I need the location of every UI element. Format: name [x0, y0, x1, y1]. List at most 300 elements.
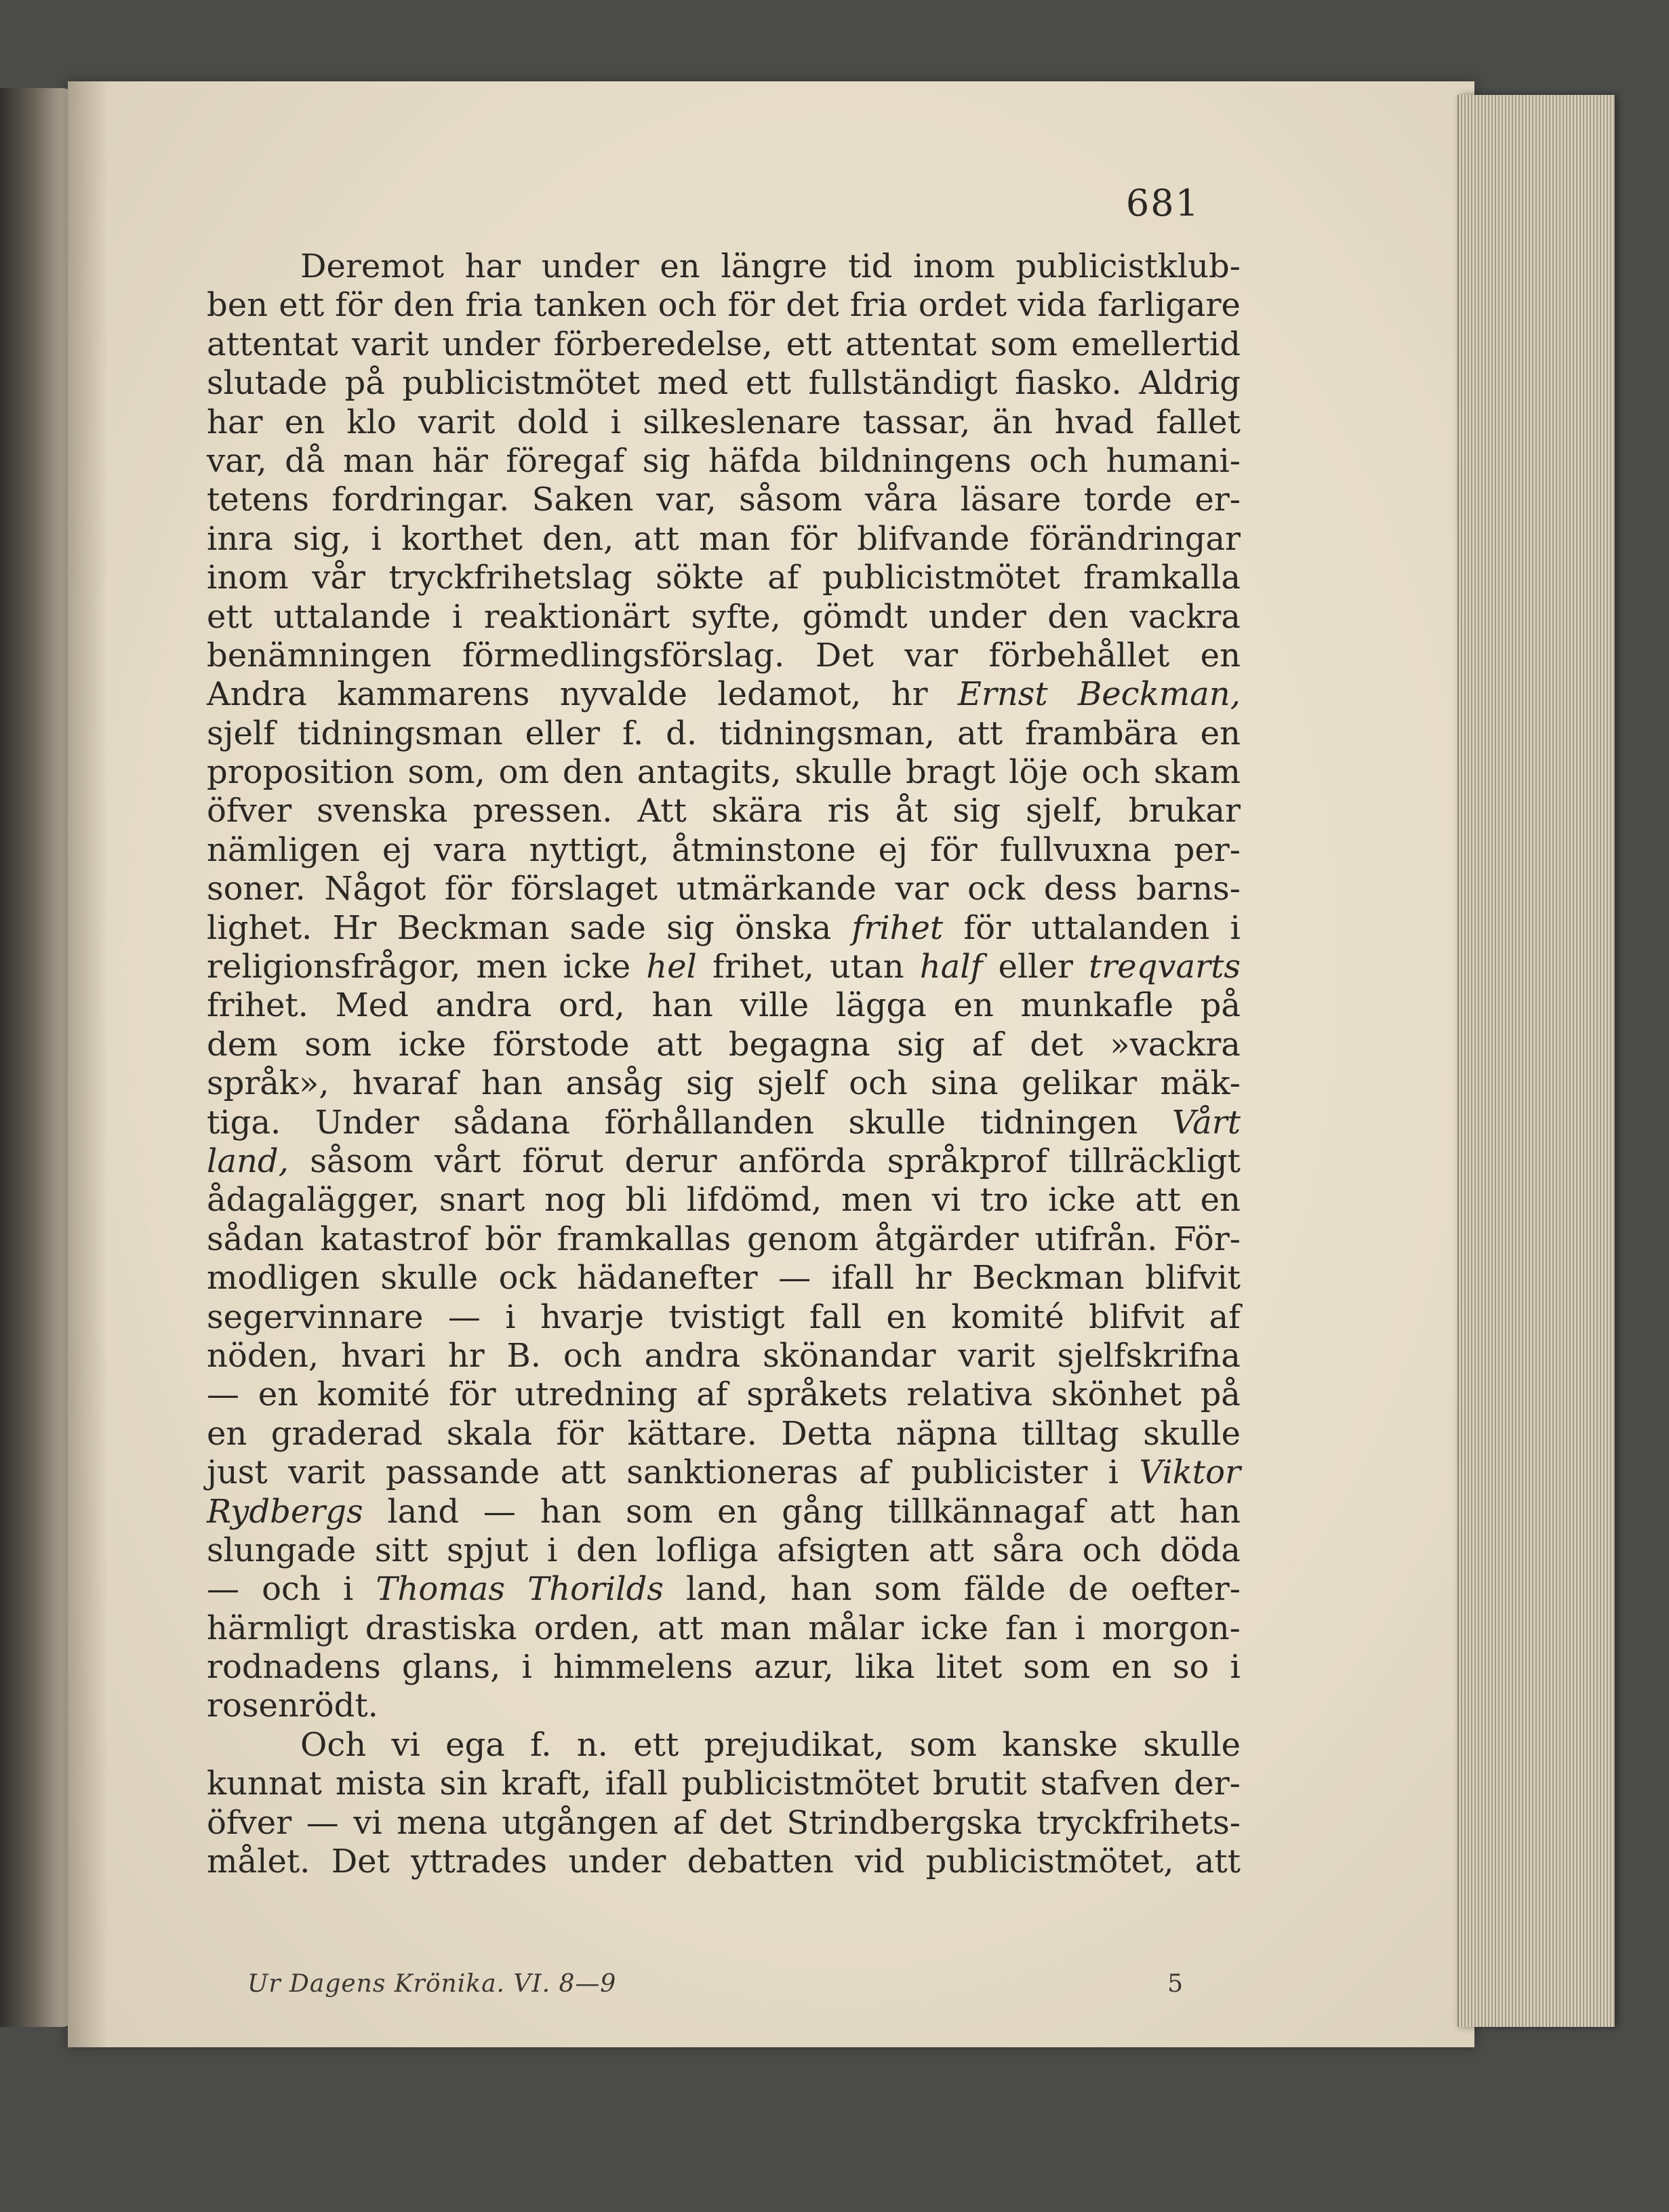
word: utredning	[515, 1375, 678, 1414]
word: vara	[434, 830, 507, 869]
word: Hr	[332, 908, 377, 947]
word: passande	[385, 1453, 540, 1492]
word: ben	[207, 286, 268, 325]
text-line	[207, 948, 1241, 986]
word: förmedlingsförslag.	[462, 636, 785, 675]
word: var,	[656, 481, 717, 519]
word: dess	[1043, 870, 1118, 908]
word: att	[656, 1025, 702, 1064]
word: publicistmötet	[402, 364, 641, 403]
word: utgången	[502, 1803, 658, 1842]
page-footer	[247, 1970, 1183, 1998]
word: Andra	[207, 675, 307, 714]
word: hädanefter	[576, 1259, 758, 1298]
text-line	[207, 675, 1241, 714]
text-line	[207, 1337, 1241, 1375]
word: publicistmötet,	[925, 1843, 1174, 1881]
word: tanken	[534, 286, 647, 325]
word: i	[505, 1298, 516, 1336]
word: emellertid	[1071, 325, 1241, 363]
word: han	[540, 1492, 602, 1531]
italic-word: Rydbergs	[207, 1492, 363, 1531]
word: näpna	[896, 1414, 998, 1453]
word: att	[633, 519, 679, 558]
word: af	[696, 1375, 728, 1414]
text-line	[207, 1609, 1241, 1648]
word: sig	[952, 792, 1001, 830]
word: Beckman	[397, 908, 550, 947]
word: i	[371, 519, 382, 558]
word: ville	[740, 986, 809, 1025]
word: segervinnare	[207, 1298, 424, 1336]
word: azur,	[754, 1648, 834, 1687]
word: det	[786, 286, 839, 325]
page-edges-stack	[1457, 95, 1615, 2027]
word: graderad	[270, 1414, 423, 1453]
word: härmligt	[207, 1609, 348, 1647]
italic-word: treqvarts	[1089, 948, 1241, 986]
word: förbehållet	[988, 636, 1170, 675]
word: i	[521, 1648, 532, 1687]
text-line	[207, 753, 1241, 792]
word: föregaf	[506, 441, 625, 480]
word: målar	[808, 1609, 904, 1647]
word: varit	[418, 403, 496, 441]
word: skala	[446, 1414, 533, 1453]
word: utan	[829, 948, 904, 986]
word: Att	[637, 792, 687, 830]
word: publicistklub-	[1016, 247, 1241, 285]
word: att	[560, 1453, 606, 1492]
text-line	[207, 1687, 1241, 1725]
word: den	[1047, 597, 1109, 636]
word: i	[1074, 1609, 1085, 1647]
word: framkalla	[1083, 559, 1241, 597]
word: debatten	[687, 1843, 834, 1881]
word: såsom	[739, 481, 843, 519]
word: slutade	[207, 364, 327, 403]
word: icke	[398, 1025, 466, 1064]
word: om	[498, 753, 550, 792]
word: framkallas	[557, 1220, 731, 1258]
word: mäk-	[1160, 1064, 1241, 1103]
text-line	[207, 1453, 1241, 1492]
word: öfver	[207, 792, 292, 830]
word: Med	[335, 986, 409, 1025]
word: men	[841, 1181, 912, 1220]
word: sig	[642, 441, 691, 480]
word: d.	[666, 714, 698, 752]
word: sökte	[656, 559, 744, 597]
word: —	[778, 1259, 811, 1298]
text-line	[207, 870, 1241, 908]
word: af	[672, 1803, 704, 1842]
word: af	[767, 559, 799, 597]
word: kättare.	[627, 1414, 757, 1453]
word: reaktionärt	[483, 597, 670, 636]
text-line	[207, 1026, 1241, 1064]
word: himmelens	[552, 1648, 733, 1687]
word: frihet.	[207, 986, 308, 1025]
word: har	[464, 247, 521, 285]
word: men	[476, 948, 548, 986]
word: vi	[931, 1181, 961, 1220]
word: mena	[397, 1803, 487, 1842]
word: och	[563, 1336, 622, 1375]
word: skulle	[1143, 1414, 1241, 1453]
word: kunnat	[207, 1765, 322, 1803]
word: publicistmötet	[681, 1765, 919, 1803]
word: derur	[624, 1142, 717, 1180]
word: för	[790, 519, 838, 558]
word: drastiska	[365, 1609, 517, 1647]
word: en	[1200, 714, 1241, 752]
word: målet.	[207, 1843, 310, 1881]
word: den,	[542, 519, 614, 558]
word: varit	[958, 1336, 1035, 1375]
word: hvaraf	[352, 1064, 458, 1103]
word: vackra	[1129, 597, 1241, 636]
word: fria	[849, 286, 908, 325]
word: andra	[644, 1336, 741, 1375]
word: för	[963, 908, 1011, 947]
word: skönandar	[763, 1336, 936, 1375]
word: i	[451, 597, 463, 636]
word: »vackra	[1110, 1025, 1241, 1064]
text-line	[207, 1181, 1241, 1220]
word: nöden,	[207, 1336, 319, 1375]
word: förut	[522, 1142, 604, 1180]
word: —	[483, 1492, 516, 1531]
word: brukar	[1128, 792, 1241, 830]
word: —	[207, 1375, 239, 1414]
word: häfda	[708, 441, 801, 480]
word: skulle	[1143, 1725, 1241, 1764]
word: åt	[895, 792, 928, 830]
text-line	[207, 1570, 1241, 1609]
word: korthet	[401, 519, 523, 558]
word: förberedelse,	[553, 325, 773, 363]
word: proposition	[207, 753, 395, 792]
word: tidningen	[980, 1103, 1138, 1142]
word: att	[928, 1531, 974, 1569]
word: benämningen	[207, 636, 432, 675]
word: antagits,	[637, 753, 782, 792]
word: rodnadens	[207, 1648, 381, 1687]
word: Under	[315, 1103, 420, 1142]
word: hvad	[1054, 403, 1134, 441]
word: bli	[625, 1181, 667, 1220]
text-line	[207, 1064, 1241, 1103]
word: tvistigt	[668, 1298, 785, 1336]
word: af	[1209, 1298, 1241, 1336]
italic-word: Thomas	[376, 1570, 505, 1609]
word: glans,	[401, 1648, 501, 1687]
word: då	[285, 441, 325, 480]
word: förändringar	[1029, 519, 1241, 558]
word: med	[657, 364, 729, 403]
word: ock	[498, 1259, 557, 1298]
text-line	[207, 1531, 1241, 1570]
word: åtgärder	[874, 1220, 1019, 1258]
word: so	[1172, 1648, 1209, 1687]
word: han	[790, 1570, 852, 1609]
word: der-	[1173, 1765, 1241, 1803]
word: modligen	[207, 1259, 360, 1298]
word: svenska	[317, 792, 448, 830]
word: bildningens	[818, 441, 1011, 480]
word: ris	[827, 792, 870, 830]
word: sjelf	[757, 1064, 826, 1103]
word: önska	[735, 908, 832, 947]
word: tilltag	[1021, 1414, 1119, 1453]
word: Strindbergska	[786, 1803, 1022, 1842]
word: lofliga	[656, 1531, 759, 1569]
text-line	[207, 325, 1241, 364]
word: uttalande	[273, 597, 431, 636]
word: yttrades	[411, 1843, 548, 1881]
word: andra	[435, 986, 532, 1025]
word: som	[304, 1025, 372, 1064]
word: oefter-	[1130, 1570, 1241, 1609]
word: och	[1081, 753, 1141, 792]
word: ledamot,	[717, 675, 862, 714]
word: språkets	[746, 1375, 888, 1414]
word: —	[447, 1298, 481, 1336]
word: stafven	[1040, 1765, 1161, 1803]
word: språkprof	[887, 1142, 1047, 1180]
italic-word: hel	[646, 948, 697, 986]
word: f.	[622, 714, 644, 752]
word: fiasko.	[1014, 364, 1122, 403]
word: vid	[855, 1843, 905, 1881]
word: och	[849, 1064, 908, 1103]
word: uttalanden	[1031, 908, 1210, 947]
word: som,	[407, 753, 485, 792]
text-line	[207, 481, 1241, 519]
word: i	[1230, 1648, 1241, 1687]
footer-sheet-number: 5	[1167, 1970, 1183, 1998]
word: hr	[914, 1259, 952, 1298]
word: slungade	[207, 1531, 357, 1569]
text-line	[207, 1259, 1241, 1298]
word: i	[342, 1570, 354, 1609]
word: lifdömd,	[686, 1181, 822, 1220]
word: dold	[517, 403, 589, 441]
word: lägga	[835, 986, 927, 1025]
word: en	[1200, 636, 1241, 675]
word: på	[1200, 1375, 1241, 1414]
word: läsare	[960, 481, 1062, 519]
word: på	[344, 364, 385, 403]
word: litet	[936, 1648, 1003, 1687]
word: gömdt	[802, 597, 908, 636]
word: icke	[921, 1609, 988, 1647]
word: farligare	[1098, 286, 1241, 325]
word: tid	[848, 247, 893, 285]
word: han	[1179, 1492, 1241, 1531]
word: döda	[1159, 1531, 1241, 1569]
word: han	[651, 986, 713, 1025]
word: sin	[439, 1765, 488, 1803]
word: publicistmötet	[822, 559, 1060, 597]
word: orden,	[534, 1609, 641, 1647]
word: Detta	[781, 1414, 872, 1453]
word: fan	[1005, 1609, 1058, 1647]
word: silkeslenare	[643, 403, 841, 441]
word: frihet,	[712, 948, 814, 986]
word: och	[658, 286, 717, 325]
italic-word: half	[919, 948, 983, 986]
word: nyvalde	[559, 675, 687, 714]
word: att	[1135, 1181, 1181, 1220]
word: sig	[666, 908, 715, 947]
word: sig	[686, 1064, 734, 1103]
text-line	[207, 831, 1241, 870]
word: åtminstone	[671, 830, 856, 869]
word: en	[1200, 1181, 1241, 1220]
word: soner.	[207, 870, 306, 908]
word: man	[699, 519, 771, 558]
word: eller	[998, 948, 1073, 986]
word: under	[541, 247, 639, 285]
word: skam	[1154, 753, 1241, 792]
word: ord,	[559, 986, 625, 1025]
word: n.	[576, 1725, 608, 1764]
word: under	[442, 325, 540, 363]
word: som	[626, 1492, 693, 1531]
word: kammarens	[337, 675, 530, 714]
word: tetens	[207, 481, 309, 519]
word: gelikar	[1021, 1064, 1138, 1103]
text-line	[207, 442, 1241, 481]
word: en	[717, 1492, 758, 1531]
word: för	[556, 1414, 604, 1453]
word: tidningsman,	[719, 714, 936, 752]
word: han	[481, 1064, 543, 1103]
word: hvari	[340, 1336, 426, 1375]
text-line	[207, 637, 1241, 675]
word: tiga.	[207, 1103, 281, 1142]
word: sådan	[207, 1220, 304, 1258]
word: nyttigt,	[529, 830, 649, 869]
word: att	[657, 1609, 704, 1647]
word: skulle	[848, 1103, 946, 1142]
word: f.	[530, 1725, 552, 1764]
text-line	[207, 909, 1241, 948]
word: under	[928, 597, 1026, 636]
text-line	[207, 1220, 1241, 1259]
word: än	[992, 403, 1033, 441]
word: tidningsman	[297, 714, 503, 752]
word: förslaget	[510, 870, 658, 908]
page-gutter-shadow	[68, 81, 108, 2047]
text-line	[207, 1804, 1241, 1843]
word: snart	[439, 1181, 525, 1220]
word: kanske	[1002, 1725, 1118, 1764]
word: tro	[980, 1181, 1029, 1220]
word: relativa	[906, 1375, 1033, 1414]
word: fall	[809, 1298, 862, 1336]
text-line	[207, 1493, 1241, 1531]
word: och	[1082, 1531, 1142, 1569]
word: tillkännagaf	[888, 1492, 1085, 1531]
word: varit	[288, 1453, 365, 1492]
word: utifrån.	[1034, 1220, 1158, 1258]
word: sjelf	[207, 714, 276, 752]
word: som	[874, 1570, 942, 1609]
word: i	[1108, 1453, 1119, 1492]
word: inom	[207, 559, 289, 597]
word: hr	[891, 675, 928, 714]
italic-word: land,	[207, 1142, 289, 1180]
word: Det	[331, 1843, 390, 1881]
word: för	[448, 1375, 496, 1414]
word: Saken	[531, 481, 634, 519]
word: tryckfrihets-	[1037, 1803, 1241, 1842]
word: längre	[721, 247, 828, 285]
word: en	[207, 1414, 247, 1453]
word: våra	[864, 481, 938, 519]
word: komité	[317, 1375, 430, 1414]
italic-word: Viktor	[1139, 1453, 1241, 1492]
word: sig	[897, 1025, 945, 1064]
word: religionsfrågor,	[207, 948, 461, 986]
text-line	[207, 1648, 1241, 1687]
body-text	[207, 247, 1241, 1881]
word: har	[207, 403, 263, 441]
page-number: 681	[1125, 182, 1200, 224]
word: såra	[992, 1531, 1064, 1569]
word: af	[858, 1453, 891, 1492]
word: för	[929, 830, 978, 869]
word: var	[895, 870, 949, 908]
word: tassar,	[862, 403, 971, 441]
word: vårt	[434, 1142, 501, 1180]
word: skulle	[380, 1259, 479, 1298]
word: i	[1230, 908, 1241, 947]
word: munkafle	[1020, 986, 1173, 1025]
word: gång	[782, 1492, 864, 1531]
word: på	[1200, 986, 1241, 1025]
word: öfver	[207, 1803, 292, 1842]
word: den	[562, 753, 624, 792]
text-line	[207, 1415, 1241, 1453]
word: för	[727, 286, 776, 325]
word: sina	[931, 1064, 999, 1103]
word: rosenrödt.	[207, 1687, 378, 1725]
word: och	[1029, 441, 1089, 480]
word: attentat	[845, 325, 977, 363]
word: mista	[335, 1765, 426, 1803]
word: utmärkande	[676, 870, 877, 908]
word: Deremot	[300, 247, 444, 285]
word: För-	[1173, 1220, 1241, 1258]
text-line	[207, 1726, 1241, 1765]
word: lika	[854, 1648, 915, 1687]
word: blifvande	[857, 519, 1010, 558]
word: för	[335, 286, 382, 325]
word: en	[258, 1375, 299, 1414]
word: under	[568, 1843, 666, 1881]
word: attentat	[207, 325, 338, 363]
text-line	[207, 559, 1241, 597]
word: för	[444, 870, 492, 908]
word: ett	[745, 364, 791, 403]
word: genom	[746, 1220, 859, 1258]
word: ifall	[605, 1765, 668, 1803]
word: ett	[279, 286, 325, 325]
